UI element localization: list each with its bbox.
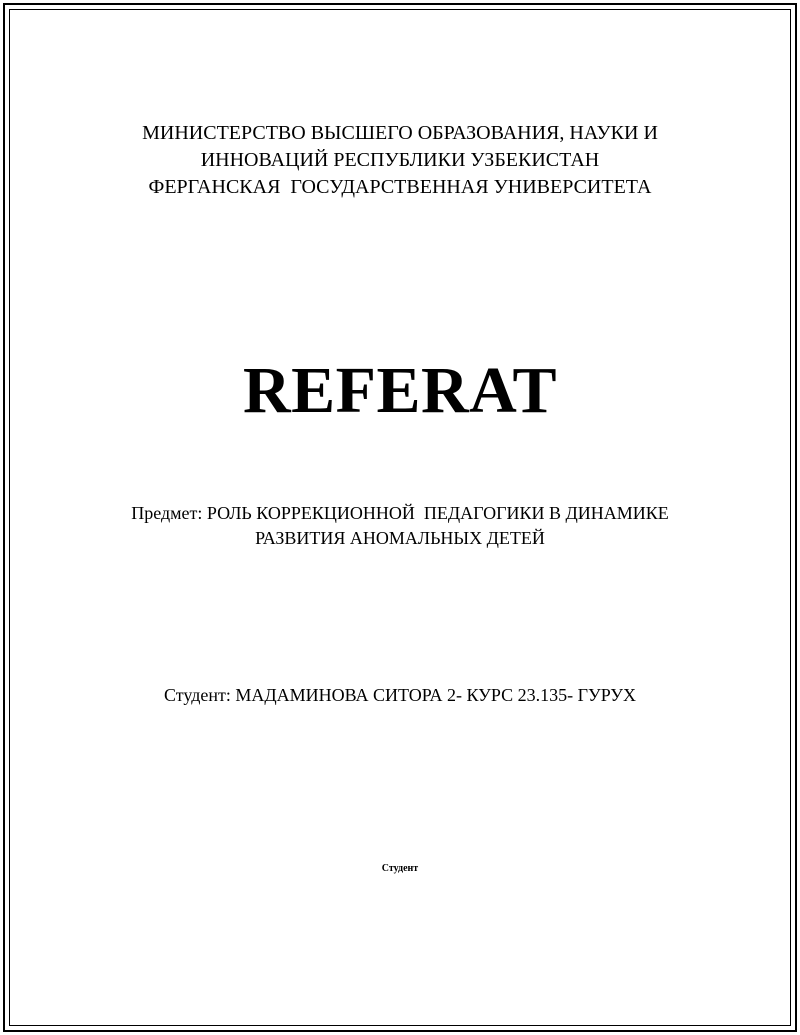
university-line: ФЕРГАНСКАЯ ГОСУДАРСТВЕННАЯ УНИВЕРСИТЕТА: [148, 176, 652, 198]
ministry-header: [0, 120, 800, 201]
subject-line: Предмет: РОЛЬ КОРРЕКЦИОННОЙ ПЕДАГОГИКИ В ДИНАМИКЕ: [131, 503, 669, 523]
subject-block: [0, 501, 800, 551]
footer-label: Студент: [381, 863, 419, 874]
subject-line: РАЗВИТИЯ АНОМАЛЬНЫХ ДЕТЕЙ: [255, 528, 545, 548]
ministry-line: МИНИСТЕРСТВО ВЫСШЕГО ОБРАЗОВАНИЯ, НАУКИ И: [142, 122, 658, 144]
document-title: REFERAT: [243, 354, 557, 427]
student-info: Студент: МАДАМИНОВА СИТОРА 2- КУРС 23.135- ГУРУХ: [163, 685, 637, 705]
ministry-line: ИННОВАЦИЙ РЕСПУБЛИКИ УЗБЕКИСТАН: [200, 149, 600, 171]
